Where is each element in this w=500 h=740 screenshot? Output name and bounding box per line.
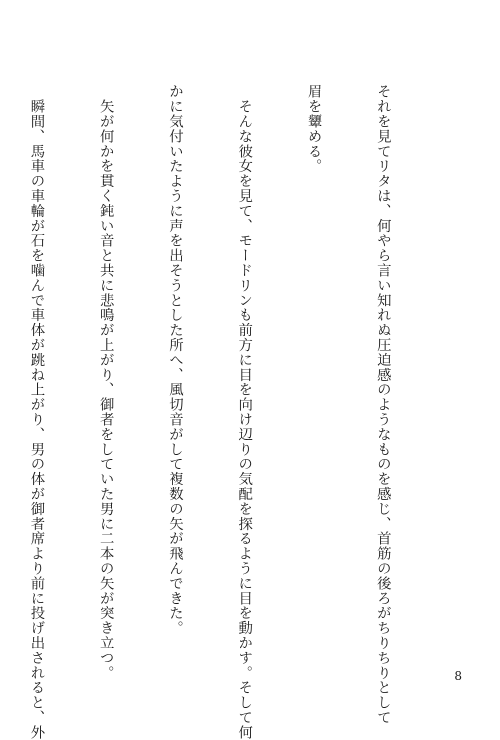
- text-column: 矢が何かを貫く鈍い音と共に悲鳴が上がり、御者をしていた男に二本の矢が突き立つ。: [97, 84, 114, 680]
- vertical-text-body: [0, 84, 440, 740]
- text-column: かに気付いたように声を出そうとした所へ、風切音がして複数の矢が飛んできた。: [166, 84, 183, 636]
- text-column: 瞬間、馬車の車輪が石を噛んで車体が跳ね上がり、男の体が御者席より前に投げ出されると、外: [28, 84, 45, 740]
- text-column: 眉を顰める。: [305, 84, 322, 174]
- page-number: 8: [454, 669, 462, 683]
- text-column: そんな彼女を見て、モードリンも前方に目を向け辺りの気配を探るように目を動かす。そして何: [236, 84, 253, 740]
- text-column: それを見てリタは、何やら言い知れぬ圧迫感のようなものを感じ、首筋の後ろがちりちりとして: [374, 84, 391, 725]
